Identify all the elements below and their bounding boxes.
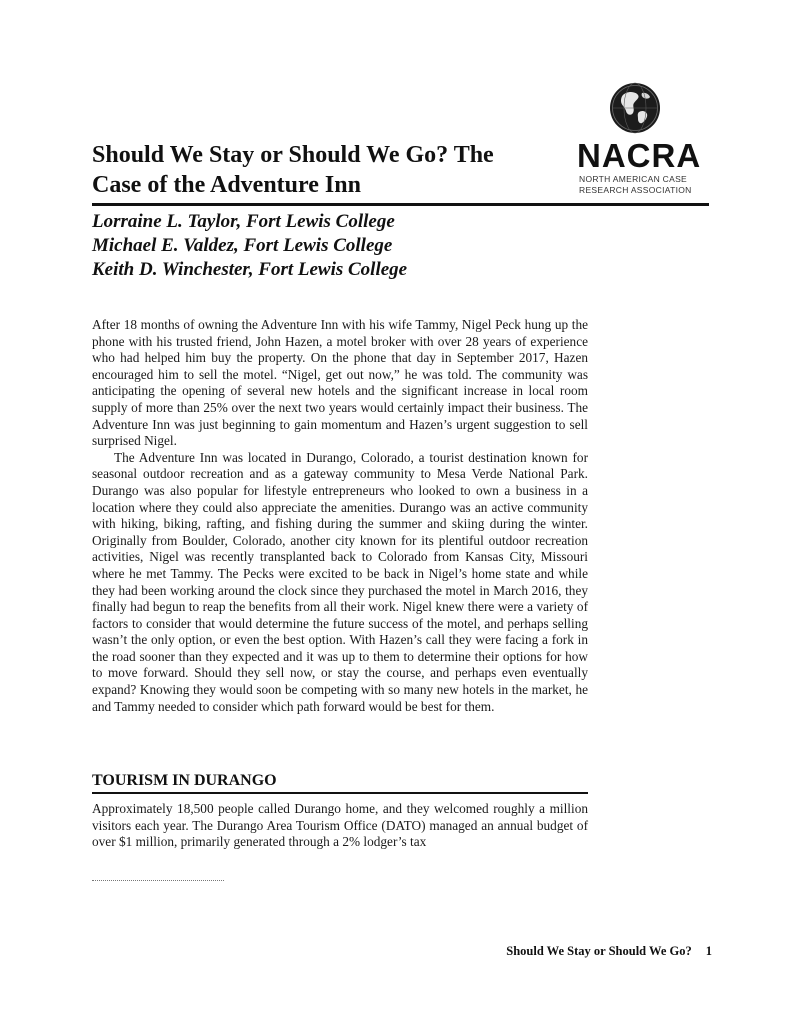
author-list xyxy=(92,210,592,282)
section-paragraph-1: Approximately 18,500 people called Durango home, and they welcomed roughly a million visitors each year. The Durango Area Tourism Office (DATO) managed an annual budget of over $1 million, primarily generated through a 2% lodger’s tax xyxy=(92,801,588,850)
page-footer xyxy=(462,943,712,959)
intro-body xyxy=(92,317,588,715)
header-rule xyxy=(92,203,709,206)
page-number: 1 xyxy=(705,944,712,958)
section-heading: TOURISM IN DURANGO xyxy=(92,772,277,789)
body-paragraph-1: After 18 months of owning the Adventure Inn with his wife Tammy, Nigel Peck hung up the phone with his trusted friend, John Hazen, a motel broker with over 28 years of experience who had helped him buy the property. On the phone that day in September 2017, Hazen encouraged him to sell the motel. “Nigel, get out now,” he was told. The community was anticipating the opening of several new hotels and the significant increase in local room supply of more than 25% over the next two years would certainly impact their business. The Adventure Inn was just beginning to gain momentum and Hazen’s urgent suggestion to sell surprised Nigel. xyxy=(92,317,588,449)
logo-subtitle-line-1: NORTH AMERICAN CASE xyxy=(579,174,688,184)
logo-subtitle xyxy=(579,174,712,196)
section-heading-rule xyxy=(92,792,588,794)
author-1: Lorraine L. Taylor, Fort Lewis College xyxy=(92,211,395,232)
author-3: Keith D. Winchester, Fort Lewis College xyxy=(92,259,408,280)
footnote-separator xyxy=(92,880,224,881)
paper-title xyxy=(92,140,562,200)
section-body xyxy=(92,801,588,851)
logo-wordmark: NACRA xyxy=(577,137,702,174)
author-2: Michael E. Valdez, Fort Lewis College xyxy=(92,235,393,256)
running-title: Should We Stay or Should We Go? xyxy=(506,944,692,958)
title-line-1: Should We Stay or Should We Go? The xyxy=(92,142,494,168)
logo-subtitle-line-2: RESEARCH ASSOCIATION xyxy=(579,185,692,195)
nacra-logo xyxy=(577,82,712,204)
body-paragraph-2: The Adventure Inn was located in Durango, Colorado, a tourist destination known for seasonal outdoor recreation and as a gateway community to Mesa Verde National Park. Durango was also popular for lifestyle entrepreneurs who looked to own a business in a location where they could also appreciate the amenities. Durango was an active community with hiking, biking, rafting, and fishing during the summer and skiing during the winter. Originally from Boulder, Colorado, another city known for its plentiful outdoor recreation activities, Nigel was recently transplanted back to Colorado from Kansas City, Missouri where he met Tammy. The Pecks were excited to be back in Nigel’s home state and while they had been working around the clock since they purchased the motel in March 2016, they finally had begun to reap the benefits from all their work. Nigel knew there were a variety of factors to consider that would determine the future success of the motel, and perhaps selling wasn’t the only option, or even the best option. With Hazen’s call they were facing a fork in the road sooner than they expected and it was up to them to determine their options for how to move forward. Should they sell now, or stay the course, and perhaps even eventually expand? Knowing they would soon be competing with so many new hotels in the market, he and Tammy needed to consider which path forward would be best for them. xyxy=(92,449,588,714)
globe-icon xyxy=(609,82,661,134)
title-line-2: Case of the Adventure Inn xyxy=(92,172,361,198)
